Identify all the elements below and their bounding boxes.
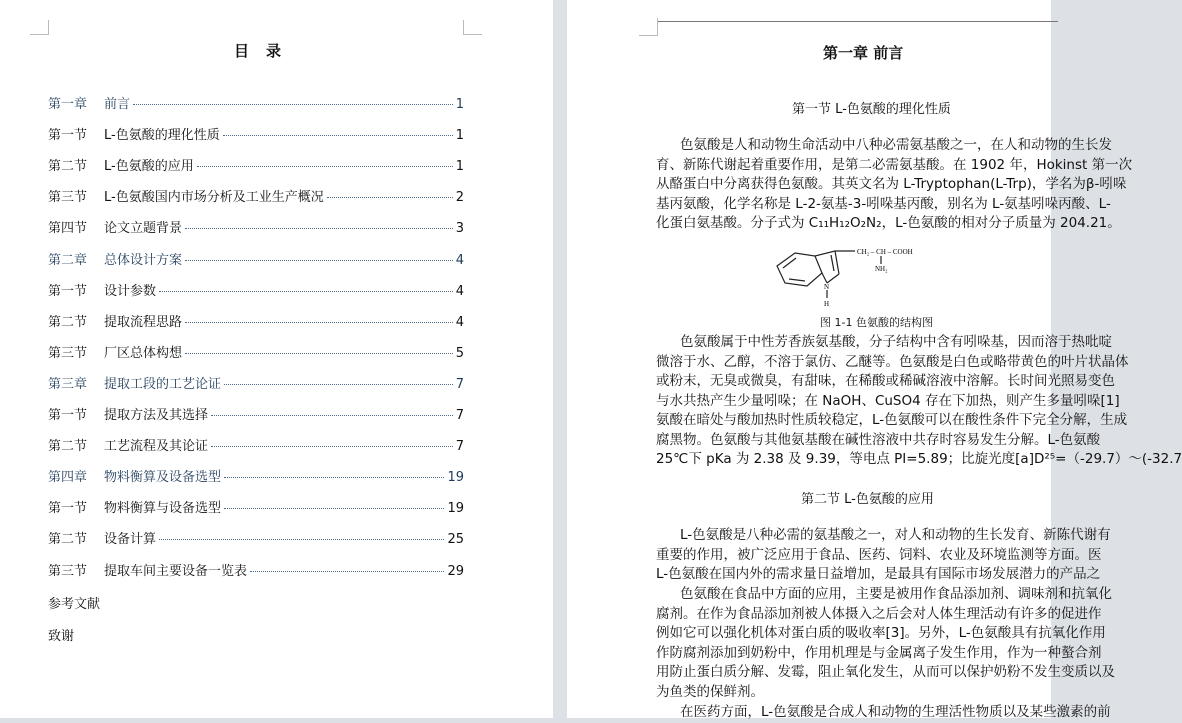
text-line: 与水共热产生少量吲哚；在 NaOH、CuSO4 存在下加热，则产生多量吲哚[1]	[656, 392, 1120, 409]
paragraph	[656, 136, 1132, 234]
toc-entry-number: 第一节	[48, 128, 88, 144]
toc-entry-number: 第一章	[48, 97, 88, 112]
toc-leader-dots	[327, 197, 453, 198]
toc-entry[interactable]	[48, 280, 464, 298]
toc-entry[interactable]	[48, 93, 464, 111]
text-line: 例如它可以强化机体对蛋白质的吸收率[3]。另外，L-色氨酸具有抗氧化作用	[656, 625, 1106, 641]
header-line	[658, 21, 1058, 22]
toc-entry-page: 7	[455, 439, 464, 455]
toc-leader-dots	[224, 384, 453, 385]
tryptophan-structure-figure	[767, 238, 967, 313]
toc-entry[interactable]	[48, 249, 464, 267]
chain-label: CH₂ – CH – COOH	[857, 248, 913, 256]
toc-leader-dots	[159, 539, 444, 540]
toc-entry-number: 第三节	[48, 563, 88, 579]
toc-entry-label: 物料衡算与设备选型	[104, 501, 222, 517]
toc-entry-label: L-色氨酸国内市场分析及工业生产概况	[104, 190, 324, 206]
chapter-title: 第一章 前言	[823, 44, 904, 62]
toc-leader-dots	[211, 415, 453, 416]
toc-entry-page: 19	[447, 470, 464, 486]
toc-entry-number: 第一节	[48, 408, 88, 423]
toc-leader-dots	[185, 228, 453, 229]
toc-leader-dots	[185, 353, 453, 354]
toc-leader-dots	[224, 477, 444, 478]
text-line: 从酪蛋白中分离获得色氨酸。其英文名为 L-Tryptophan(L-Trp)，学名为β-吲哚	[656, 176, 1127, 192]
toc-entry-number: 第三章	[48, 376, 88, 392]
text-line: 作防腐剂添加到奶粉中，作用机理是与金属离子发生作用，作为一种螯合剂	[656, 644, 1102, 661]
toc-entry-page: 7	[455, 376, 464, 392]
toc-entry-number: 第三节	[48, 190, 88, 206]
toc-entry-label: 设计参数	[104, 283, 157, 299]
text-line: 用防止蛋白质分解、发霉，阻止氧化发生，从而可以保护奶粉不发生变质以及	[656, 664, 1115, 680]
toc-thanks[interactable]: 致谢	[48, 629, 75, 644]
toc-entry[interactable]	[48, 404, 464, 422]
toc-entry-label: 物料衡算及设备选型	[104, 470, 222, 486]
toc-entry-number: 第一节	[48, 501, 88, 517]
toc-entry-label: 提取流程思路	[104, 314, 183, 330]
toc-entry-page: 1	[455, 159, 464, 175]
toc-entry[interactable]	[48, 186, 464, 204]
margin-mark	[463, 20, 482, 35]
toc-leader-dots	[224, 508, 444, 509]
toc-entry[interactable]	[48, 342, 464, 360]
toc-entry[interactable]	[48, 373, 464, 391]
toc-entry-label: L-色氨酸的应用	[104, 159, 194, 175]
hydrogen-label: H	[824, 300, 830, 308]
toc-leader-dots	[159, 291, 453, 292]
toc-entry-number: 第三节	[48, 345, 88, 361]
text-line: 在医药方面，L-色氨酸是合成人和动物的生理活性物质以及某些激素的前	[680, 704, 1111, 720]
figure-caption: 图 1-1 色氨酸的结构图	[820, 316, 933, 329]
text-line: L-色氨酸在国内外的需求量日益增加，是最具有国际市场发展潜力的产品之	[656, 566, 1101, 582]
text-line: 色氨酸是人和动物生命活动中八种必需氨基酸之一，在人和动物的生长发	[680, 137, 1112, 153]
toc-entry-label: 前言	[104, 97, 131, 112]
toc-entry-number: 第二节	[48, 159, 88, 175]
toc-leader-dots	[250, 571, 444, 572]
text-line: 重要的作用，被广泛应用于食品、医药、饲料、农业及环境监测等方面。医	[656, 546, 1102, 563]
toc-entry-page: 4	[455, 252, 464, 268]
toc-entry-page: 29	[447, 563, 464, 579]
nitrogen-label: N	[824, 283, 830, 291]
toc-entry[interactable]	[48, 528, 464, 546]
section-title: 第一节 L-色氨酸的理化性质	[792, 102, 951, 117]
toc-entry-label: 提取工段的工艺论证	[104, 376, 222, 392]
text-line: 色氨酸在食品中方面的应用，主要是被用作食品添加剂、调味剂和抗氧化	[680, 586, 1112, 602]
text-line: 氨酸在暗处与酸加热时性质较稳定，L-色氨酸可以在酸性条件下完全分解，生成	[656, 412, 1128, 428]
toc-entry[interactable]	[48, 435, 464, 453]
text-line: 腐黑物。色氨酸与其他氨基酸在碱性溶液中共存时容易发生分解。L-色氨酸	[656, 431, 1101, 448]
toc-leader-dots	[185, 260, 453, 261]
toc-entry-number: 第二节	[48, 314, 88, 330]
toc-entry-number: 第四章	[48, 470, 88, 486]
toc-entry-page: 4	[455, 283, 464, 299]
toc-entry-page: 7	[455, 408, 464, 423]
text-line: 25℃下 pKa 为 2.38 及 9.39，等电点 PI=5.89；比旋光度[a]D²⁵=（-29.7）～(-32.7	[656, 451, 1182, 467]
toc-entry-label: 厂区总体构想	[104, 345, 183, 361]
text-line: 为鱼类的保鲜剂。	[656, 683, 764, 700]
toc-entry-label: 工艺流程及其论证	[104, 439, 209, 455]
toc-entry-page: 19	[447, 501, 464, 517]
toc-entry-label: 论文立题背景	[104, 221, 183, 237]
paragraph	[656, 333, 1182, 470]
text-line: 微溶于水、乙醇，不溶于氯仿、乙醚等。色氨酸是白色或略带黄色的叶片状晶体	[656, 353, 1129, 370]
toc-entry-label: 提取车间主要设备一览表	[104, 563, 248, 579]
toc-entry-number: 第四节	[48, 221, 88, 237]
text-line: 腐剂。在作为食品添加剂被人体摄入之后会对人体生理活动有许多的促进作	[656, 605, 1102, 622]
toc-entry-number: 第二节	[48, 439, 88, 455]
toc-title: 目 录	[233, 42, 282, 60]
toc-entry-page: 4	[455, 314, 464, 330]
toc-entry-label: 总体设计方案	[104, 252, 183, 268]
document-page	[567, 0, 1182, 720]
toc-entry-label: 设备计算	[104, 532, 157, 548]
toc-leader-dots	[197, 166, 453, 167]
toc-page	[0, 0, 553, 718]
toc-entry-page: 1	[455, 128, 464, 144]
text-line: 色氨酸属于中性芳香族氨基酸，分子结构中含有吲哚基，因而溶于热吡啶	[680, 334, 1112, 350]
section-title: 第二节 L-色氨酸的应用	[801, 492, 934, 507]
toc-entry[interactable]	[48, 466, 464, 484]
toc-entry-page: 5	[455, 345, 464, 361]
toc-leader-dots	[211, 446, 453, 447]
toc-leader-dots	[223, 135, 453, 136]
toc-leader-dots	[185, 322, 453, 323]
toc-entry[interactable]	[48, 497, 464, 515]
toc-references[interactable]: 参考文献	[48, 597, 101, 612]
margin-mark	[30, 20, 49, 35]
toc-entry-number: 第二节	[48, 532, 88, 548]
toc-entry[interactable]	[48, 560, 464, 578]
toc-entry[interactable]	[48, 124, 464, 142]
toc-entry-label: 提取方法及其选择	[104, 408, 209, 423]
toc-entry-number: 第一节	[48, 283, 88, 299]
toc-entry-page: 1	[455, 97, 464, 112]
toc-entry[interactable]	[48, 155, 464, 173]
toc-entry[interactable]	[48, 311, 464, 329]
toc-entry-page: 25	[447, 532, 464, 548]
text-line: 育、新陈代谢起着重要作用，是第二必需氨基酸。在 1902 年，Hokinst 第一次	[656, 156, 1133, 173]
text-line: 或粉末，无臭或微臭，有甜味，在稀酸或稀碱溶液中溶解。长时间光照易变色	[656, 373, 1115, 389]
paragraph	[656, 526, 1111, 585]
margin-mark	[639, 18, 658, 36]
toc-entry[interactable]	[48, 217, 464, 235]
toc-entry-label: L-色氨酸的理化性质	[104, 128, 220, 144]
amine-label: NH₂	[875, 265, 888, 273]
toc-leader-dots	[133, 104, 453, 105]
text-line: 基丙氨酸，化学名称是 L-2-氨基-3-吲哚基丙酸，别名为 L-氨基吲哚丙酸、L-	[656, 195, 1111, 212]
paragraph	[656, 703, 1111, 723]
text-line: 化蛋白氨基酸。分子式为 C₁₁H₁₂O₂N₂，L-色氨酸的相对分子质量为 204.21。	[656, 215, 1121, 231]
toc-entry-page: 2	[455, 190, 464, 206]
toc-entry-page: 3	[455, 221, 464, 237]
toc-entry-number: 第二章	[48, 252, 88, 268]
paragraph	[656, 585, 1115, 702]
text-line: L-色氨酸是八种必需的氨基酸之一，对人和动物的生长发育、新陈代谢有	[680, 527, 1111, 543]
